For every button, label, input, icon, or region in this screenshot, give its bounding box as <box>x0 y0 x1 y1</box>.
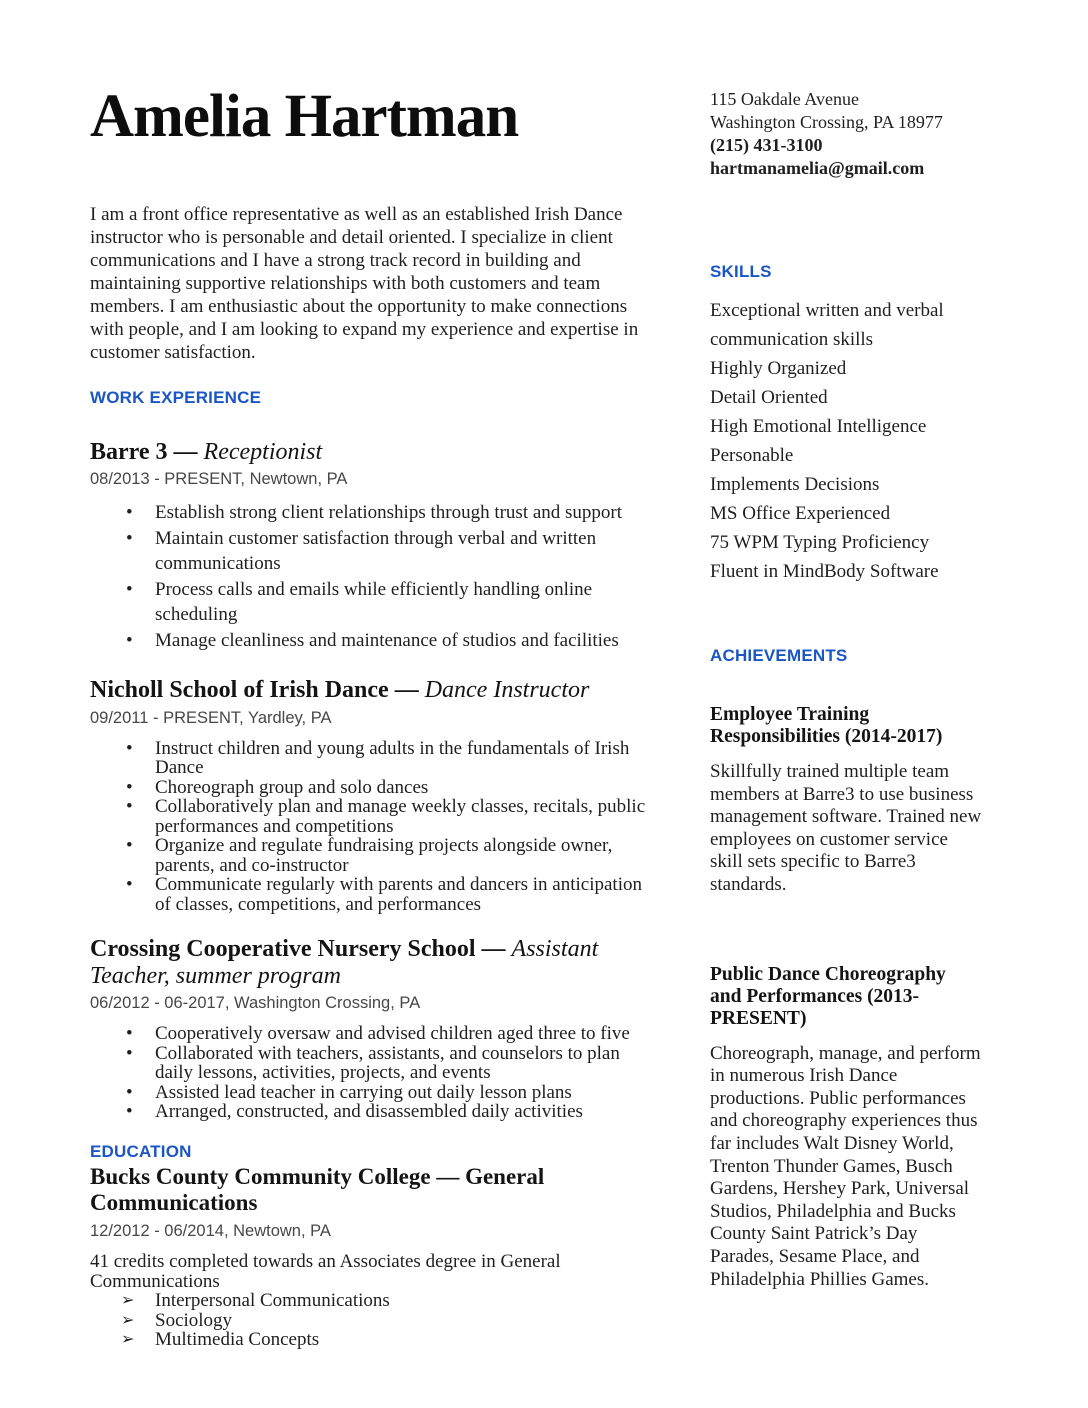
job-nicholl-school <box>90 677 660 914</box>
achievement-period: (2013-PRESENT) <box>710 985 920 1029</box>
left-column <box>90 83 660 1351</box>
job-bullet: • Arranged, constructed, and disassembled daily activities <box>90 1102 660 1122</box>
contact-block <box>710 88 982 180</box>
course-label: Multimedia Concepts <box>155 1329 320 1351</box>
skills-section <box>710 262 982 586</box>
job-bullet: • Collaborated with teachers, assistants, and counselors to plan daily lessons, activities, projects, and events <box>90 1044 660 1083</box>
company-name: Nicholl School of Irish Dance <box>90 677 389 704</box>
achievement-title <box>710 704 982 748</box>
achievement-employee-training <box>710 704 982 897</box>
job-bullet: • Instruct children and young adults in the fundamentals of Irish Dance <box>90 739 660 778</box>
school-name: Bucks County Community College <box>90 1163 431 1189</box>
education-heading: EDUCATION <box>90 1141 192 1161</box>
job-role: Receptionist <box>203 439 323 465</box>
arrow-bullet-icon: ➢ <box>121 1292 135 1310</box>
education-title <box>90 1164 660 1217</box>
course-list <box>90 1291 660 1350</box>
course-label: Sociology <box>155 1309 233 1331</box>
program-name: General Communications <box>90 1163 545 1215</box>
education-section <box>90 1142 660 1350</box>
arrow-bullet-icon: ➢ <box>121 1311 135 1329</box>
summary-paragraph: I am a front office representative as well as an established Irish Dance instructor who is personable and detail oriented. I specialize in client communications and I have a strong track record in building and maintaining supportive relationships with both customers and team members. I am enthusiastic about the opportunity to make connections with people, and I am looking to expand my experience and expertise in customer satisfaction. <box>90 204 639 363</box>
email-address: hartmanamelia@gmail.com <box>710 158 925 178</box>
em-dash: — <box>436 1163 460 1189</box>
em-dash: — <box>173 439 198 465</box>
candidate-name: Amelia Hartman <box>90 83 519 150</box>
address-line-2: Washington Crossing, PA 18977 <box>710 112 943 132</box>
skill-item: 75 WPM Typing Proficiency <box>710 532 930 553</box>
skill-item: MS Office Experienced <box>710 503 891 524</box>
education-description: 41 credits completed towards an Associates degree in General Communications <box>90 1251 561 1292</box>
job-bullet: • Manage cleanliness and maintenance of studios and facilities <box>90 628 660 654</box>
job-bullet-list <box>90 500 660 653</box>
job-crossing-nursery <box>90 936 660 1121</box>
work-experience-section <box>90 388 660 1122</box>
achievement-title-text: Public Dance Choreography and Performances <box>710 963 946 1007</box>
skill-item: Fluent in MindBody Software <box>710 561 939 582</box>
skill-item: Implements Decisions <box>710 474 880 495</box>
job-bullet: • Process calls and emails while efficiently handling online scheduling <box>90 577 660 628</box>
skill-item: Personable <box>710 445 794 466</box>
skills-heading: SKILLS <box>710 262 772 281</box>
address-line-1: 115 Oakdale Avenue <box>710 89 859 109</box>
job-bullet: • Organize and regulate fundraising projects alongside owner, parents, and co-instructor <box>90 836 660 875</box>
skill-item: Exceptional written and verbal communication skills <box>710 300 944 350</box>
job-bullet: • Communicate regularly with parents and dancers in anticipation of classes, competitions, and performances <box>90 875 660 914</box>
course-item <box>90 1291 660 1311</box>
job-title <box>90 439 660 465</box>
right-column <box>710 88 982 1291</box>
skills-list <box>710 296 982 586</box>
achievements-section <box>710 646 982 1291</box>
job-meta: 08/2013 - PRESENT, Newtown, PA <box>90 470 348 489</box>
job-meta: 06/2012 - 06-2017, Washington Crossing, PA <box>90 994 421 1013</box>
company-name: Barre 3 <box>90 439 168 465</box>
job-role: Dance Instructor <box>424 677 590 704</box>
work-experience-heading: WORK EXPERIENCE <box>90 388 262 407</box>
job-title <box>90 936 660 989</box>
phone-number: (215) 431-3100 <box>710 135 823 155</box>
achievement-title <box>710 964 982 1030</box>
achievements-heading: ACHIEVEMENTS <box>710 646 848 665</box>
em-dash: — <box>481 936 506 963</box>
job-bullet: • Collaboratively plan and manage weekly classes, recitals, public performances and competitions <box>90 797 660 836</box>
achievement-title-text: Employee Training Responsibilities <box>710 704 870 747</box>
em-dash: — <box>394 677 419 704</box>
job-meta: 09/2011 - PRESENT, Yardley, PA <box>90 708 332 727</box>
job-bullet-list <box>90 1024 660 1122</box>
job-bullet: • Choreograph group and solo dances <box>90 778 660 798</box>
course-label: Interpersonal Communications <box>155 1290 390 1312</box>
job-bullet: • Maintain customer satisfaction through verbal and written communications <box>90 526 660 577</box>
course-item <box>90 1330 660 1350</box>
job-title <box>90 677 660 703</box>
arrow-bullet-icon: ➢ <box>121 1331 135 1349</box>
job-bullet-list <box>90 739 660 915</box>
job-bullet: • Cooperatively oversaw and advised children aged three to five <box>90 1024 660 1044</box>
achievement-description: Choreograph, manage, and perform in numerous Irish Dance productions. Public performances and choreography experiences thus far includes Walt Disney World, Trenton Thunder Games, Busch Gardens, Hershey Park, Universal Studios, Philadelphia and Bucks County Saint Patrick’s Day Parades, Sesame Place, and Philadelphia Phillies Games. <box>710 1042 981 1290</box>
job-role: Assistant Teacher, summer program <box>90 936 599 989</box>
course-item <box>90 1311 660 1331</box>
job-bullet: • Assisted lead teacher in carrying out daily lesson plans <box>90 1083 660 1103</box>
skill-item: Detail Oriented <box>710 387 828 408</box>
job-bullet: • Establish strong client relationships through trust and support <box>90 500 660 526</box>
education-meta: 12/2012 - 06/2014, Newtown, PA <box>90 1222 331 1241</box>
achievement-description: Skillfully trained multiple team members at Barre3 to use business management software. Trained new employees on customer service skill sets specific to Barre3 standards. <box>710 761 982 895</box>
company-name: Crossing Cooperative Nursery School <box>90 936 476 963</box>
achievement-period: (2014-2017) <box>844 726 943 747</box>
skill-item: Highly Organized <box>710 358 847 379</box>
skill-item: High Emotional Intelligence <box>710 416 927 437</box>
job-barre3 <box>90 439 660 653</box>
achievement-public-dance <box>710 964 982 1292</box>
